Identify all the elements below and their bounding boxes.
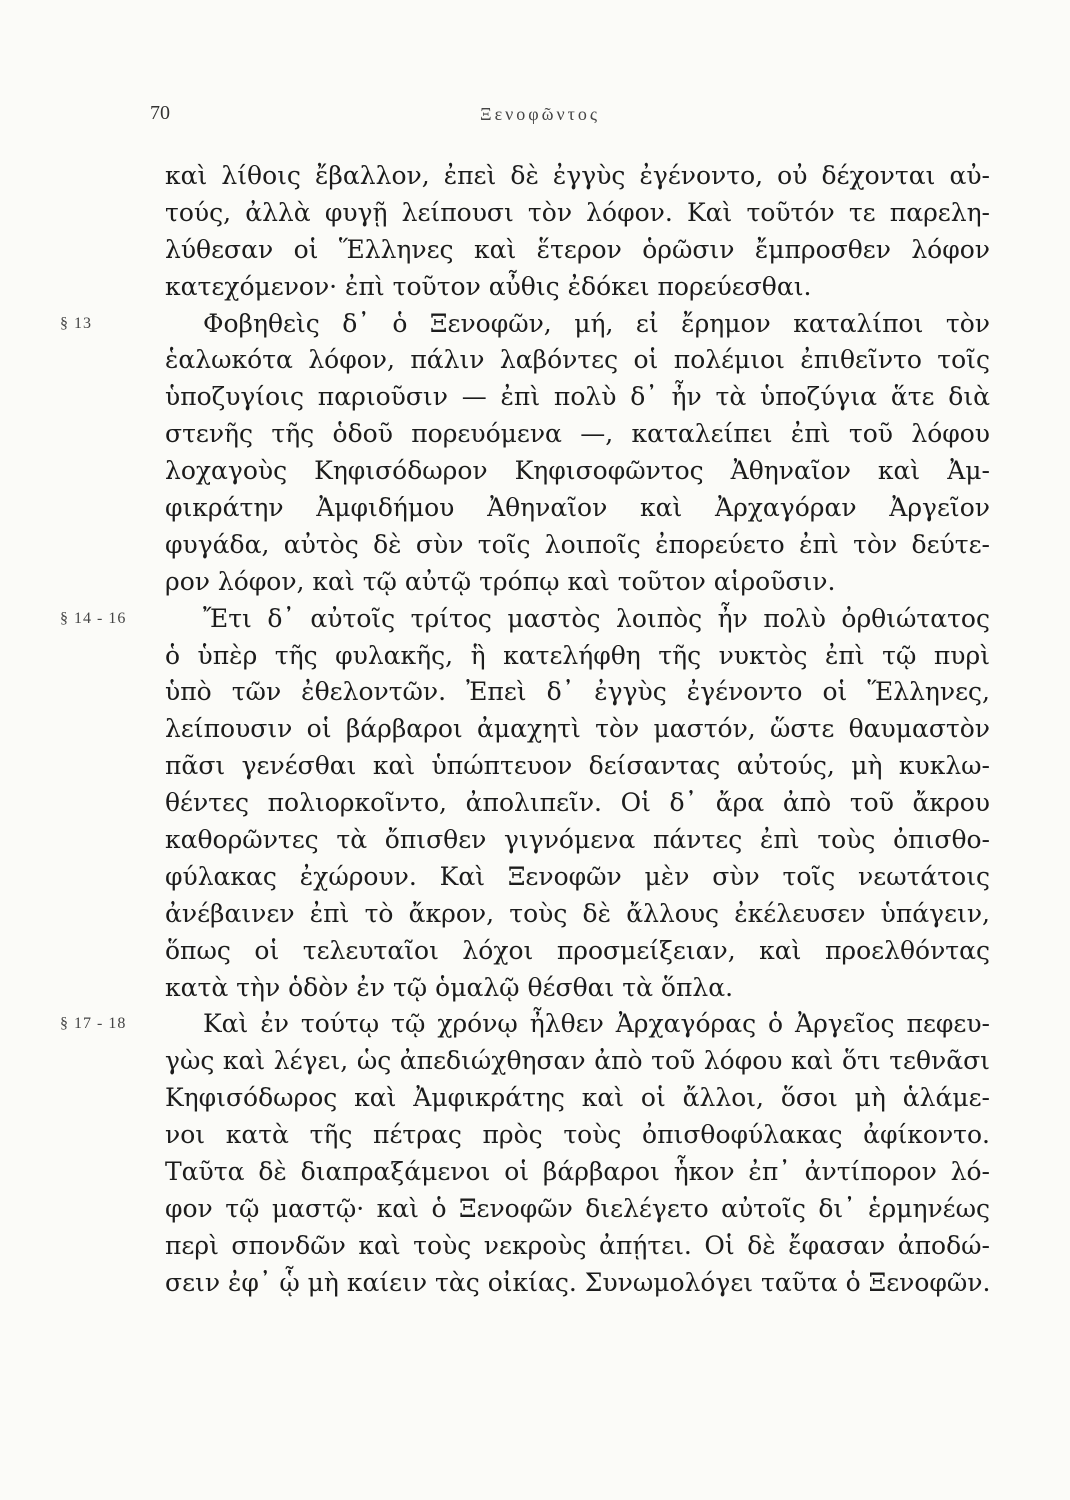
- section-marker: § 17 - 18: [60, 1015, 127, 1033]
- text-line: λοχαγοὺς Κηφισόδωρον Κηφισοφῶντος Ἀθηναῖον καὶ Ἀμ-: [165, 456, 990, 486]
- text-line: Κηφισόδωρος καὶ Ἀμφικράτης καὶ οἱ ἄλλοι, ὅσοι μὴ ἁλάμε-: [165, 1083, 990, 1113]
- page-number: 70: [150, 102, 170, 124]
- body-text: [60, 158, 991, 1302]
- text-line: ὁ ὑπὲρ τῆς φυλακῆς, ἣ κατελήφθη τῆς νυκτὸς ἐπὶ τῷ πυρὶ: [165, 640, 990, 670]
- text-line: § 13 Φοβηθεὶς δ᾽ ὁ Ξενοφῶν, μή, εἰ ἔρημον καταλίποι τὸν: [165, 306, 990, 343]
- text-line: ἑαλωκότα λόφον, πάλιν λαβόντες οἱ πολέμιοι ἐπιθεῖντο τοῖς: [165, 345, 990, 375]
- text-line: ὅπως οἱ τελευταῖοι λόχοι προσμείξειαν, καὶ προελθόντας: [165, 935, 990, 965]
- text-line: κατὰ τὴν ὁδὸν ἐν τῷ ὁμαλῷ θέσθαι τὰ ὅπλα.: [165, 972, 734, 1002]
- text-line: ὑποζυγίοις παριοῦσιν — ἐπὶ πολὺ δ᾽ ἦν τὰ ὑποζύγια ἅτε διὰ: [165, 382, 990, 412]
- text-line: ὑπὸ τῶν ἐθελοντῶν. Ἐπεὶ δ᾽ ἐγγὺς ἐγένοντο οἱ Ἕλληνες,: [165, 677, 990, 707]
- text-line: φυγάδα, αὐτὸς δὲ σὺν τοῖς λοιποῖς ἐπορεύετο ἐπὶ τὸν δεύτε-: [165, 529, 990, 559]
- text-line: σειν ἐφ᾽ ᾧ μὴ καίειν τὰς οἰκίας. Συνωμολόγει ταῦτα ὁ Ξενοφῶν.: [165, 1267, 991, 1297]
- text-line: περὶ σπονδῶν καὶ τοὺς νεκροὺς ἀπῄτει. Οἱ δὲ ἔφασαν ἀποδώ-: [165, 1230, 990, 1260]
- text-line: πᾶσι γενέσθαι καὶ ὑπώπτευον δείσαντας αὐτούς, μὴ κυκλω-: [165, 751, 990, 781]
- running-title: Ξενοφῶντος: [480, 104, 601, 124]
- text-line: γὼς καὶ λέγει, ὡς ἀπεδιώχθησαν ἀπὸ τοῦ λόφου καὶ ὅτι τεθνᾶσι: [165, 1046, 990, 1076]
- text-line: κατεχόμενον· ἐπὶ τοῦτον αὖθις ἐδόκει πορεύεσθαι.: [165, 271, 812, 301]
- text-line: φον τῷ μαστῷ· καὶ ὁ Ξενοφῶν διελέγετο αὐτοῖς δι᾽ ἑρμηνέως: [165, 1193, 990, 1223]
- text-line: φύλακας ἐχώρουν. Καὶ Ξενοφῶν μὲν σὺν τοῖς νεωτάτοις: [165, 861, 990, 891]
- text-line: φικράτην Ἀμφιδήμου Ἀθηναῖον καὶ Ἀρχαγόραν Ἀργεῖον: [165, 493, 990, 523]
- text-line: στενῆς τῆς ὁδοῦ πορευόμενα —, καταλείπει ἐπὶ τοῦ λόφου: [165, 419, 990, 449]
- text-line: ρον λόφον, καὶ τῷ αὐτῷ τρόπῳ καὶ τοῦτον αἱροῦσιν.: [165, 566, 836, 596]
- text-line: § 14 - 16 Ἔτι δ᾽ αὐτοῖς τρίτος μαστὸς λοιπὸς ἦν πολὺ ὀρθιώτατος: [165, 601, 990, 638]
- text-line: καθορῶντες τὰ ὄπισθεν γιγνόμενα πάντες ἐπὶ τοὺς ὀπισθο-: [165, 825, 990, 855]
- text-line: λείπουσιν οἱ βάρβαροι ἀμαχητὶ τὸν μαστόν, ὥστε θαυμαστὸν: [165, 714, 990, 744]
- text-line: καὶ λίθοις ἔβαλλον, ἐπεὶ δὲ ἐγγὺς ἐγένοντο, οὐ δέχονται αὐ-: [165, 161, 990, 190]
- text-line: Ταῦτα δὲ διαπραξάμενοι οἱ βάρβαροι ἧκον ἐπ᾽ ἀντίπορον λό-: [165, 1157, 990, 1187]
- text-line: τούς, ἀλλὰ φυγῇ λείπουσι τὸν λόφον. Καὶ τοῦτόν τε παρελη-: [165, 197, 990, 227]
- text-line: νοι κατὰ τῆς πέτρας πρὸς τοὺς ὀπισθοφύλακας ἀφίκοντο.: [165, 1120, 990, 1150]
- section-marker: § 14 - 16: [60, 609, 127, 627]
- text-line: θέντες πολιορκοῖντο, ἀπολιπεῖν. Οἱ δ᾽ ἄρα ἀπὸ τοῦ ἄκρου: [165, 788, 990, 818]
- text-line: ἀνέβαινεν ἐπὶ τὸ ἄκρον, τοὺς δὲ ἄλλους ἐκέλευσεν ὑπάγειν,: [165, 898, 990, 928]
- running-head: [150, 102, 990, 132]
- section-marker: § 13: [60, 314, 92, 332]
- text-line: § 17 - 18 Καὶ ἐν τούτῳ τῷ χρόνῳ ἦλθεν Ἀρχαγόρας ὁ Ἀργεῖος πεφευ-: [165, 1006, 990, 1043]
- text-line: λύθεσαν οἱ Ἕλληνες καὶ ἕτερον ὁρῶσιν ἔμπροσθεν λόφον: [165, 234, 990, 264]
